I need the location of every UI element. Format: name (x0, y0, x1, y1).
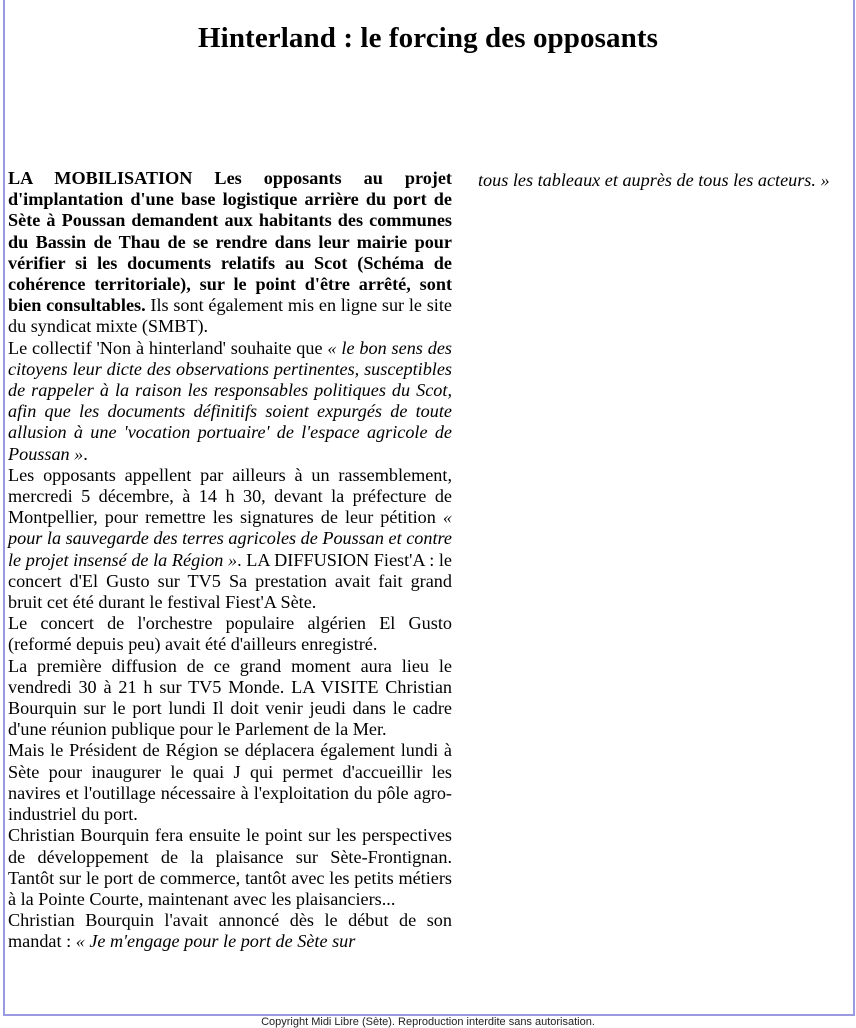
quote-text: « Je m'engage pour le port de Sète sur (75, 931, 356, 952)
paragraph-8 (8, 910, 452, 952)
article-body-left-column (8, 168, 452, 953)
body-text: . LA DIFFUSION Fiest'A : le concert d'El Gusto sur TV5 Sa prestation avait fait grand bruit cet été durant le festival Fiest'A Sète. (8, 549, 452, 613)
copyright-footer: Copyright Midi Libre (Sète). Reproduction interdite sans autorisation. (261, 1016, 595, 1028)
article-title: Hinterland : le forcing des opposants (198, 22, 658, 54)
body-text: Les opposants appellent par ailleurs à un rassemblement, mercredi 5 décembre, à 14 h 30, devant la préfecture de Montpellier, pour remettre les signatures de leur pétition (8, 464, 452, 528)
paragraph-2 (8, 338, 452, 465)
paragraph-5: La première diffusion de ce grand moment aura lieu le vendredi 30 à 21 h sur TV5 Monde. LA VISITE Christian Bourquin sur le port lundi Il doit venir jeudi dans le cadre d'une réunion publique pour le Parlement de la Mer. (8, 655, 452, 740)
paragraph-1 (8, 168, 452, 338)
article-body-right-column: tous les tableaux et auprès de tous les acteurs. » (478, 170, 830, 190)
body-text: Le collectif 'Non à hinterland' souhaite que (8, 337, 328, 358)
paragraph-6: Mais le Président de Région se déplacera également lundi à Sète pour inaugurer le quai J qui permet d'accueillir les navires et l'outillage nécessaire à l'exploitation du pôle agro-industriel du port. (8, 740, 452, 825)
quote-text: « le bon sens des citoyens leur dicte des observations pertinentes, susceptibles de rappeler à la raison les responsables politiques du Scot, afin que les documents définitifs soient expurgés de toute allusion à une 'vocation portuaire' de l'espace agricole de Poussan » (8, 337, 452, 464)
body-text: Christian Bourquin l'avait annoncé dès le début de son mandat : (8, 910, 452, 952)
body-text: Ils sont également mis en ligne sur le site du syndicat mixte (SMBT). (8, 295, 452, 337)
paragraph-4: Le concert de l'orchestre populaire algérien El Gusto (reformé depuis peu) avait été d'ailleurs enregistré. (8, 613, 452, 655)
quote-text: « pour la sauvegarde des terres agricoles de Poussan et contre le projet insensé de la Région » (8, 507, 453, 570)
body-text: . (83, 443, 88, 464)
lead-text: LA MOBILISATION Les opposants au projet d'implantation d'une base logistique arrière du port de Sète à Poussan demandent aux habitants des communes du Bassin de Thau de se rendre dans leur mairie pour vérifier si les documents relatifs au Scot (Schéma de cohérence territoriale), sur le point d'être arrêté, sont bien consultables. (8, 168, 452, 316)
paragraph-3 (8, 465, 452, 613)
paragraph-7: Christian Bourquin fera ensuite le point sur les perspectives de développement de la plaisance sur Sète-Frontignan. Tantôt sur le port de commerce, tantôt avec les petits métiers à la Pointe Courte, maintenant avec les plaisanciers... (8, 825, 452, 909)
